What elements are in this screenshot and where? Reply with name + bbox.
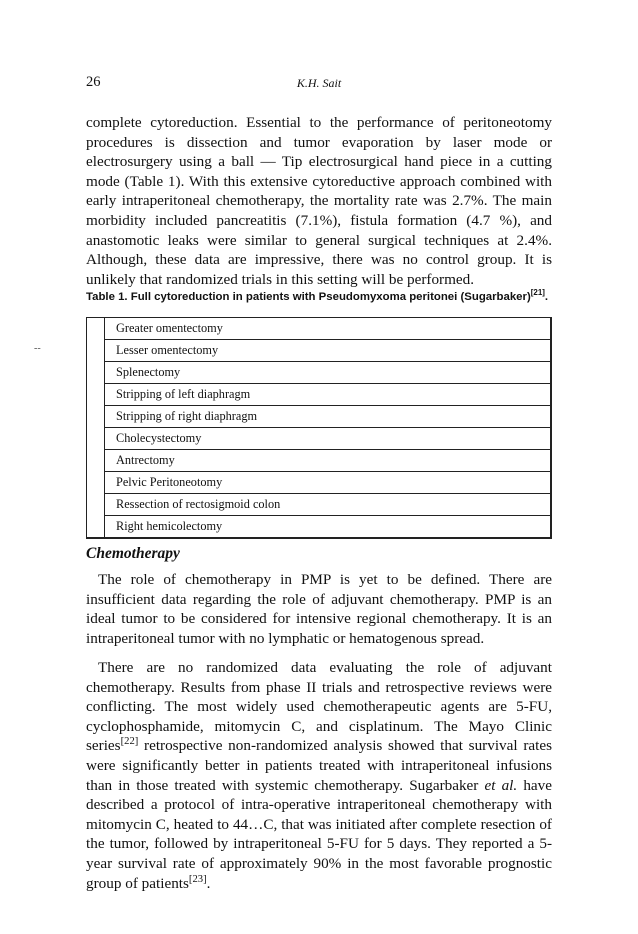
page-header	[86, 74, 552, 94]
table-caption-text: Table 1. Full cytoreduction in patients with Pseudomyxoma peritonei (Sugarbaker)	[86, 291, 531, 303]
paragraph-end: .	[206, 874, 211, 892]
chemotherapy-paragraph-1: The role of chemotherapy in PMP is yet to be defined. There are insufficient data regarding the role of adjuvant chemotherapy. PMP is an ideal tumor to be considered for intensive regional chemotherapy. It is an intraperitoneal tumor with no lymphatic or hematogenous spread.	[86, 571, 552, 647]
table-caption-end: .	[544, 291, 549, 303]
chemotherapy-paragraph-2	[86, 658, 552, 893]
table-row: Stripping of right diaphragm	[104, 406, 550, 428]
table-caption-reference: [21]	[530, 288, 545, 298]
margin-mark: ‐‐	[34, 343, 41, 354]
table-row: Stripping of left diaphragm	[104, 384, 550, 406]
paragraph-text: There are no randomized data evaluating the role of adjuvant chemotherapy. Results from phase II trials and retrospective reviews were conflicting. The most widely used chemotherapeutic agents are 5-FU, cyclophosphamide, mitomycin C, and cisplatinum. The Mayo Clinic series	[86, 659, 552, 755]
et-al-text: et al.	[484, 776, 518, 794]
page-number: 26	[86, 74, 101, 90]
section-heading: Chemotherapy	[86, 545, 180, 562]
running-head: K.H. Sait	[296, 76, 342, 90]
table-caption	[86, 288, 556, 303]
paragraph-text: retrospective non-randomized analysis showed that survival rates were significantly better in patients treated with intraperitoneal infusions than in those treated with systemic chemotherapy. Sugarbaker	[86, 737, 552, 794]
procedures-table	[86, 317, 552, 539]
table-row: Antrectomy	[104, 450, 550, 472]
paragraph-text: have described a protocol of intra-operative intraperitoneal chemotherapy with mitomycin C, heated to 44…C, that was initiated after complete resection of the tumor, followed by intraperitoneal 5-FU for 5 days. They reported a 5-year survival rate of approximately 90% in the most favorable prognostic group of patients	[86, 776, 552, 892]
table-row: Right hemicolectomy	[104, 516, 550, 537]
table-row: Ressection of rectosigmoid colon	[104, 494, 550, 516]
citation-reference: [22]	[120, 736, 139, 748]
table-row: Pelvic Peritoneotomy	[104, 472, 550, 494]
table-row: Greater omentectomy	[104, 318, 550, 340]
table-row: Cholecystectomy	[104, 428, 550, 450]
citation-reference: [23]	[188, 873, 207, 885]
table-row: Lesser omentectomy	[104, 340, 550, 362]
intro-paragraph: complete cytoreduction. Essential to the performance of peritoneotomy procedures is dissection and tumor evaporation by laser mode or electrosurgery using a ball — Tip electrosurgical hand piece in a cutting mode (Table 1). With this extensive cytoreductive approach combined with early intraperitoneal chemotherapy, the mortality rate was 2.7%. The main morbidity included pancreatitis (7.1%), fistula formation (4.7 %), and anastomotic leaks were similar to general surgical techniques at 2.4%. Although, these data are impressive, there was no control group. It is unlikely that randomized trials in this setting will be performed.	[86, 114, 552, 288]
table-row: Splenectomy	[104, 362, 550, 384]
